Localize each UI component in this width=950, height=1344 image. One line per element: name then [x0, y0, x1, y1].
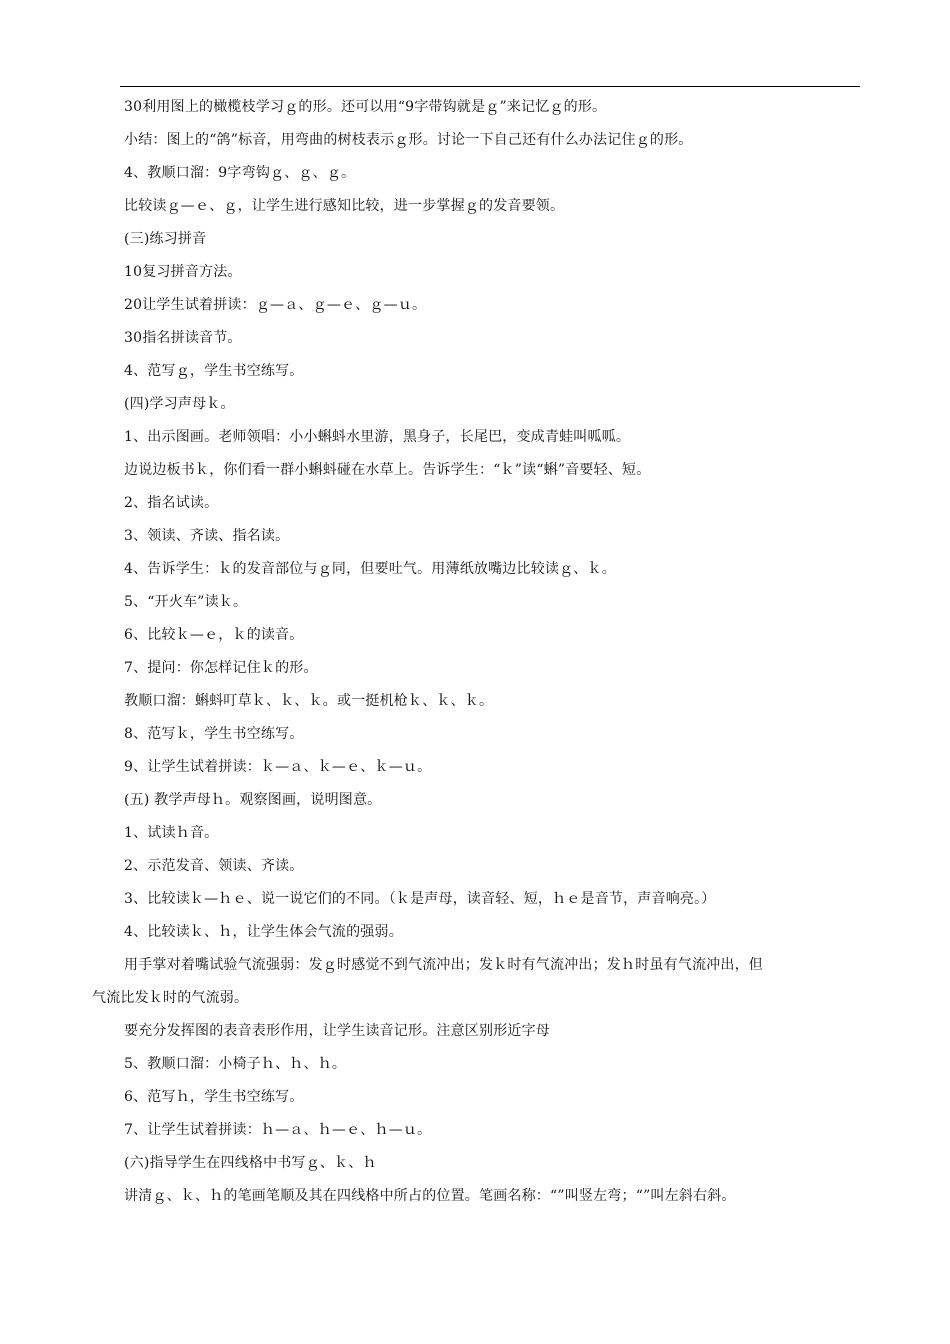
text-line: 30利用图上的橄榄枝学习ｇ的形。还可以用“9字带钩就是ｇ”来记忆ｇ的形。: [124, 99, 607, 115]
text-line: 小结：图上的“鸽”标音，用弯曲的树枝表示ｇ形。讨论一下自己还有什么办法记住ｇ的形。: [124, 132, 693, 148]
text-line: 8、范写ｋ，学生书空练写。: [124, 726, 304, 742]
text-line: 讲清ｇ、ｋ、ｈ的笔画笔顺及其在四线格中所占的位置。笔画名称：“”叫竖左弯；“”叫左斜右斜。: [124, 1188, 736, 1204]
text-line: 5、教顺口溜：小椅子ｈ、ｈ、ｈ。: [124, 1056, 347, 1072]
text-line: 7、提问：你怎样记住ｋ的形。: [124, 660, 318, 676]
text-line: 要充分发挥图的表音表形作用，让学生读音记形。注意区别形近字母: [124, 1023, 550, 1039]
text-line: 用手掌对着嘴试验气流强弱：发ｇ时感觉不到气流冲出；发ｋ时有气流冲出；发ｈ时虽有气流冲出，但: [124, 957, 763, 973]
text-line: 3、比较读ｋ—ｈｅ、说一说它们的不同。（ｋ是声母，读音轻、短，ｈｅ是音节，声音响亮。）: [124, 891, 716, 907]
header-rule: [120, 86, 860, 87]
text-line: 4、范写ｇ，学生书空练写。: [124, 363, 304, 379]
text-line: 30指名拼读音节。: [124, 330, 242, 346]
text-line: 3、领读、齐读、指名读。: [124, 528, 290, 544]
text-line: 9、让学生试着拼读：ｋ—ａ、ｋ—ｅ、ｋ—ｕ。: [124, 759, 432, 775]
text-line: (六)指导学生在四线格中书写ｇ、ｋ、ｈ: [124, 1155, 377, 1171]
text-line: 4、告诉学生：ｋ的发音部位与ｇ同，但要吐气。用薄纸放嘴边比较读ｇ、ｋ。: [124, 561, 616, 577]
text-line: 10复习拼音方法。: [124, 264, 242, 280]
text-line: 教顺口溜：蝌蚪叮草ｋ、ｋ、ｋ。或一挺机枪ｋ、ｋ、ｋ。: [124, 693, 494, 709]
text-line: 边说边板书ｋ，你们看一群小蝌蚪碰在水草上。告诉学生：“ｋ”读“蝌”音要轻、短。: [124, 462, 651, 478]
text-line: 1、试读ｈ音。: [124, 825, 219, 841]
text-line: 2、指名试读。: [124, 495, 219, 511]
text-line: 5、“开火车”读ｋ。: [124, 594, 248, 610]
text-line: 4、比较读ｋ、ｈ，让学生体会气流的强弱。: [124, 924, 403, 940]
text-line: 6、范写ｈ，学生书空练写。: [124, 1089, 304, 1105]
text-line: (三)练习拼音: [124, 231, 207, 247]
text-line: 6、比较ｋ—ｅ，ｋ的读音。: [124, 627, 304, 643]
text-line: 20让学生试着拼读：ｇ—ａ、ｇ—ｅ、ｇ—ｕ。: [124, 297, 427, 313]
text-line: 4、教顺口溜：9字弯钩ｇ、ｇ、ｇ。: [124, 165, 356, 181]
text-line: (四)学习声母ｋ。: [124, 396, 235, 412]
text-line: (五) 教学声母ｈ。观察图画，说明图意。: [124, 792, 382, 808]
text-line: 气流比发ｋ时的气流弱。: [92, 990, 249, 1006]
text-line: 7、让学生试着拼读：ｈ—ａ、ｈ—ｅ、ｈ—ｕ。: [124, 1122, 432, 1138]
text-line: 2、示范发音、领读、齐读。: [124, 858, 304, 874]
text-line: 1、出示图画。老师领唱：小小蝌蚪水里游，黑身子，长尾巴，变成青蛙叫呱呱。: [124, 429, 631, 445]
text-line: 比较读ｇ—ｅ、ｇ，让学生进行感知比较，进一步掌握ｇ的发音要领。: [124, 198, 565, 214]
